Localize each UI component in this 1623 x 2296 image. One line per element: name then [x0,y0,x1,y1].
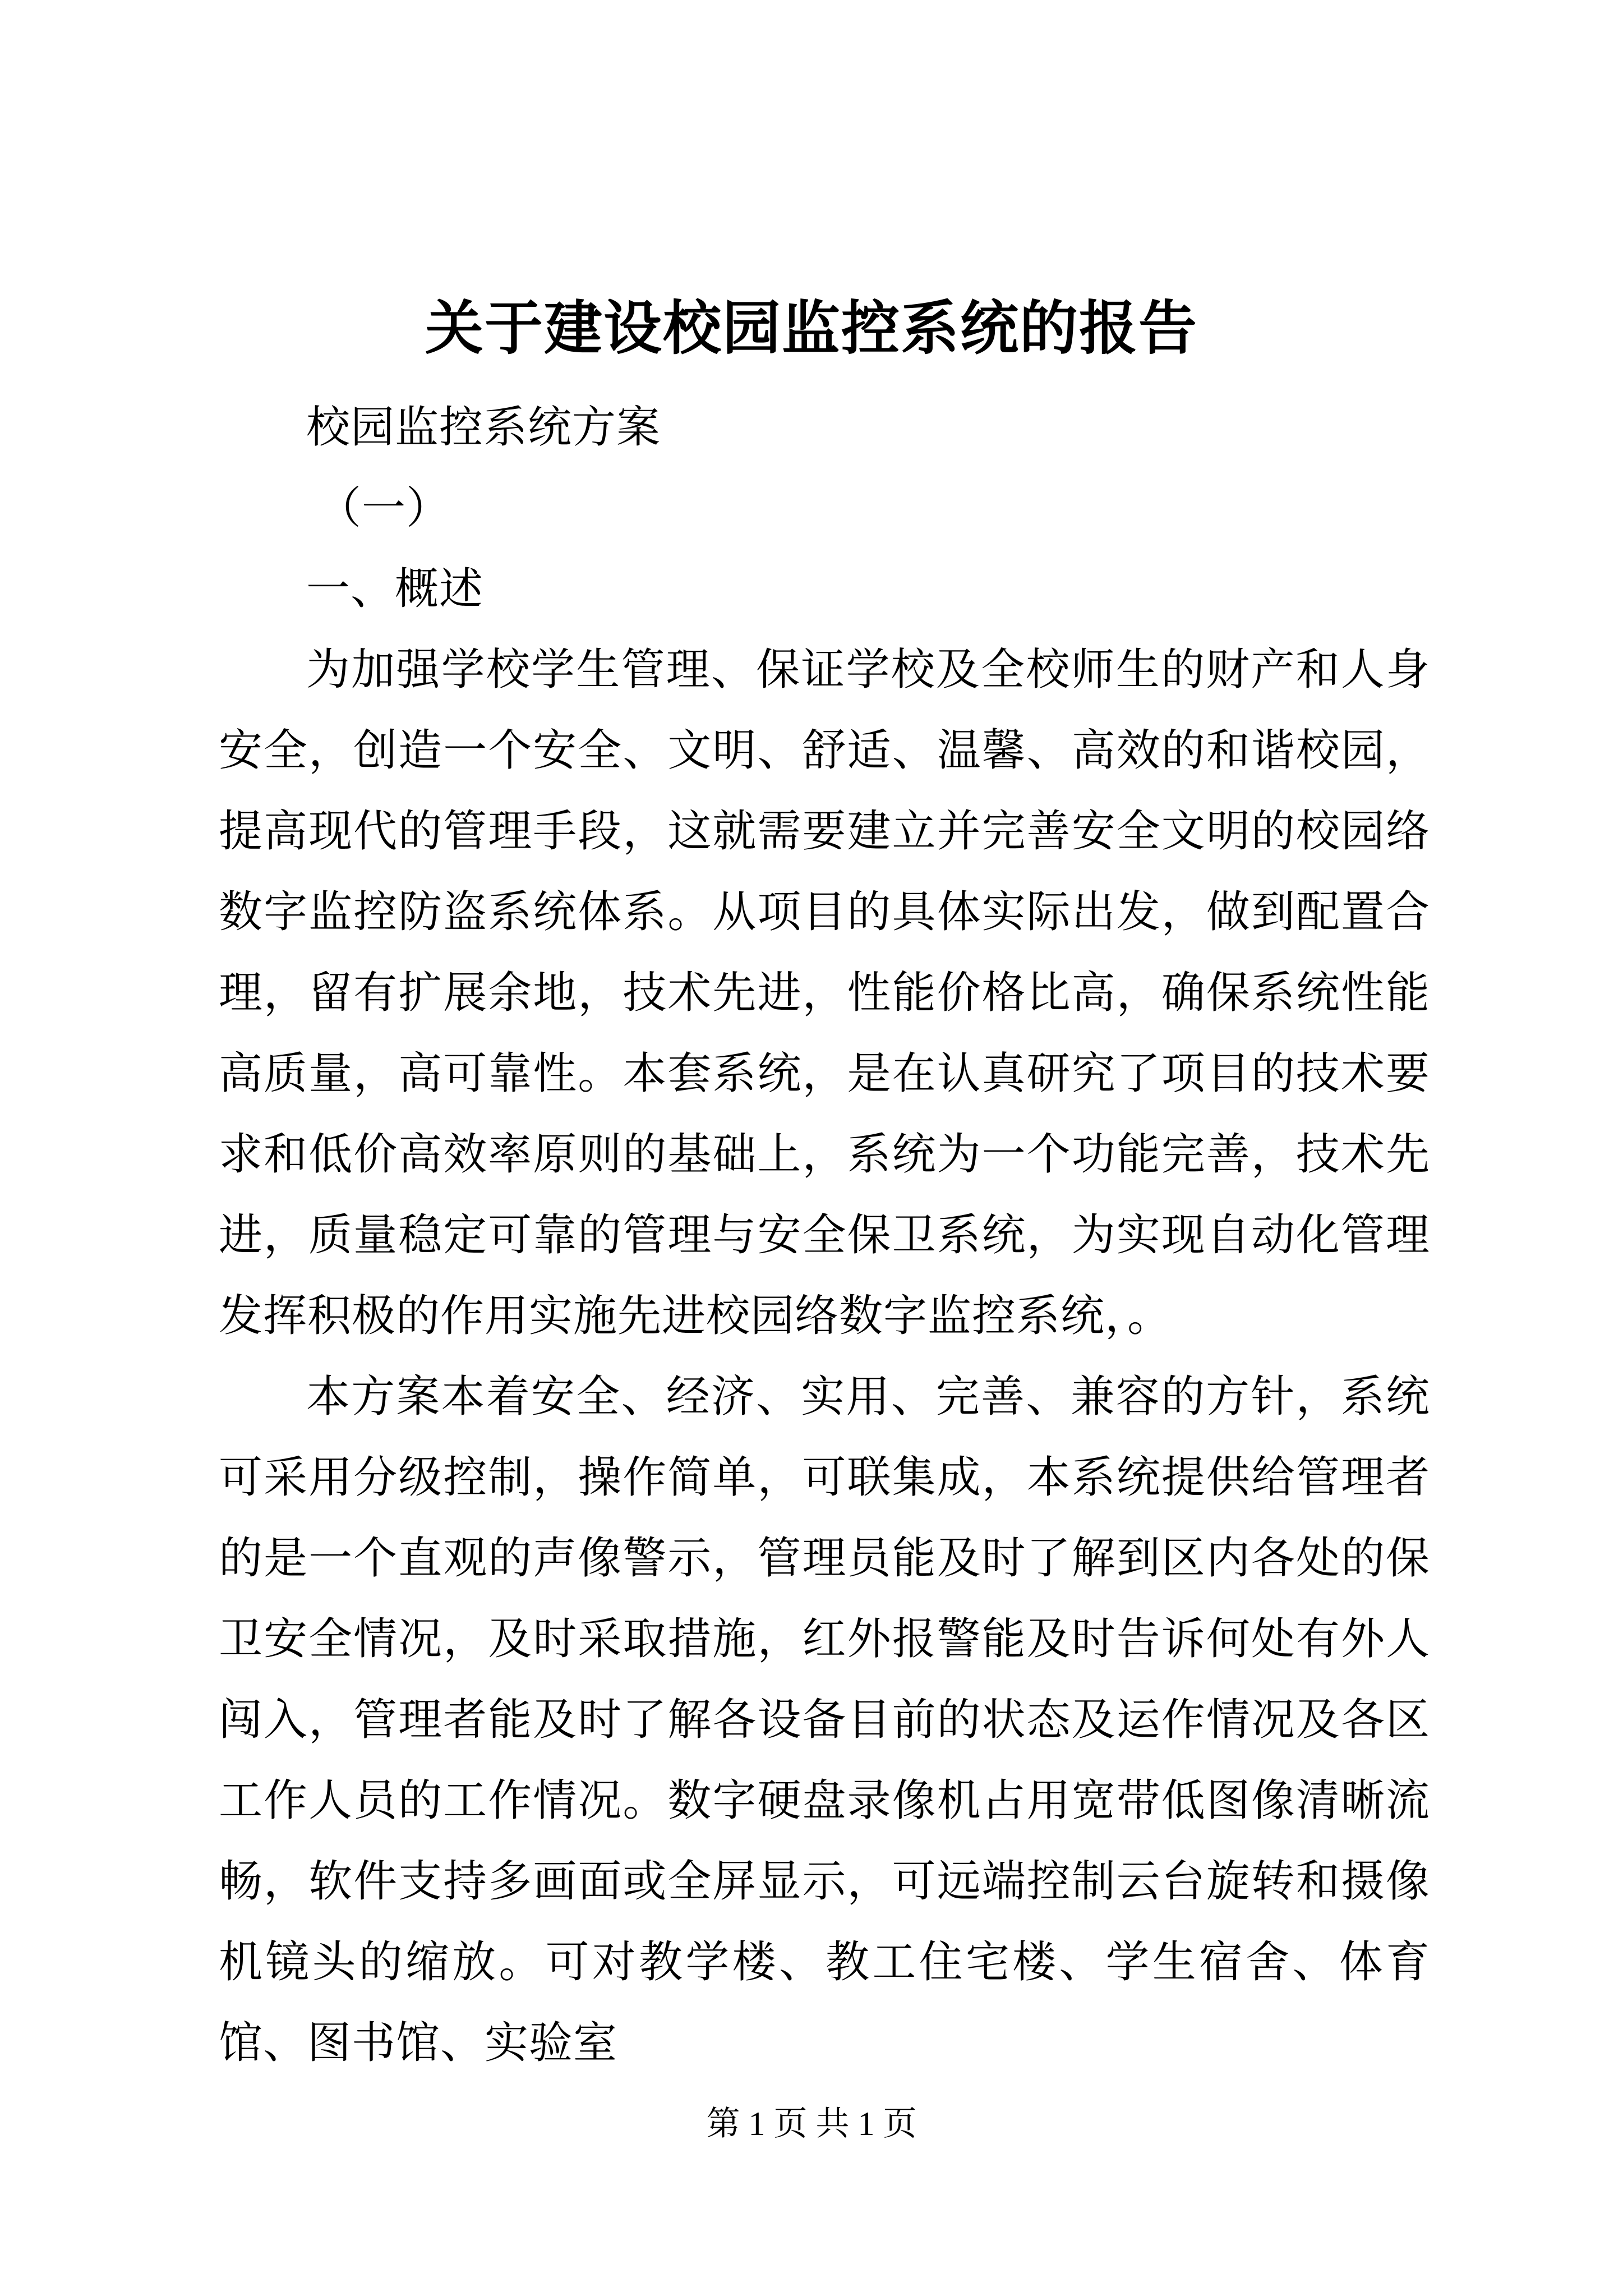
section-number: （一） [317,483,451,533]
section-heading: 一、概述 [306,564,484,614]
page-footer: 第 1 页 共 1 页 [706,2105,917,2142]
paragraph-1: 为加强学校学生管理、保证学校及全校师生的财产和人身安全，创造一个安全、文明、舒适、温馨、高效的和谐校园，提高现代的管理手段，这就需要建立并完善安全文明的校园络数字监控防盗系统体系。从项目的具体实际出发，做到配置合理，留有扩展余地，技术先进，性能价格比高，确保系统性能高质量，高可靠性。本套系统，是在认真研究了项目的技术要求和低价高效率原则的基础上，系统为一个功能完善，技术先进，质量稳定可靠的管理与安全保卫系统，为实现自动化管理发挥积极的作用实施先进校园络数字监控系统，。 [219,645,1430,1341]
paragraph-2: 本方案本着安全、经济、实用、完善、兼容的方针，系统可采用分级控制，操作简单，可联集成，本系统提供给管理者的是一个直观的声像警示，管理员能及时了解到区内各处的保卫安全情况，及时采取措施，红外报警能及时告诉何处有外人闯入，管理者能及时了解各设备目前的状态及运作情况及各区工作人员的工作情况。数字硬盘录像机占用宽带低图像清晰流畅，软件支持多画面或全屏显示，可远端控制云台旋转和摄像机镜头的缩放。可对教学楼、教工住宅楼、学生宿舍、体育馆、图书馆、实验室 [219,1372,1430,2068]
document-title: 关于建设校园监控系统的报告 [425,293,1198,362]
document-body [219,387,1430,2083]
subtitle: 校园监控系统方案 [306,402,661,453]
